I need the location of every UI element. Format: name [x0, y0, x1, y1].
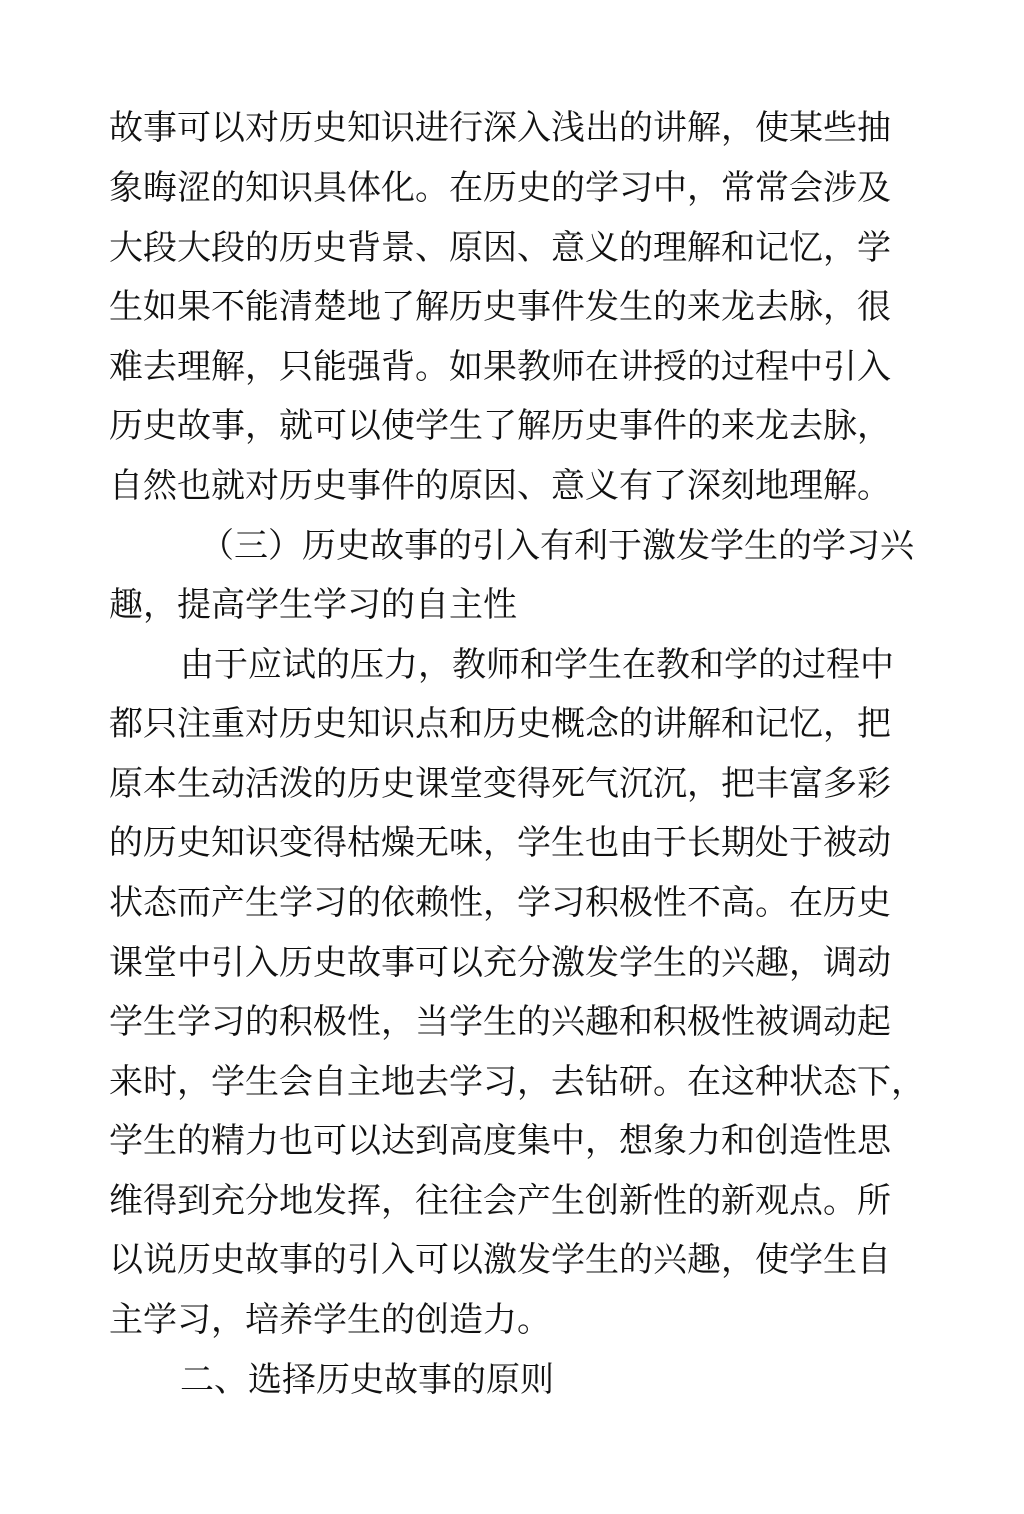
paragraph-line: 维得到充分地发挥，往往会产生创新性的新观点。所 — [109, 1181, 891, 1221]
paragraph-line: 都只注重对历史知识点和历史概念的讲解和记忆，把 — [109, 704, 891, 744]
paragraph-line: 主学习，培养学生的创造力。 — [109, 1300, 551, 1340]
section-heading-line: 趣，提高学生学习的自主性 — [109, 585, 517, 625]
paragraph-line: 生如果不能清楚地了解历史事件发生的来龙去脉，很 — [109, 287, 891, 327]
paragraph-line: 课堂中引入历史故事可以充分激发学生的兴趣，调动 — [109, 943, 891, 983]
paragraph-line: 的历史知识变得枯燥无味，学生也由于长期处于被动 — [109, 823, 891, 863]
section-heading-line: （三）历史故事的引入有利于激发学生的学习兴 — [200, 526, 914, 566]
paragraph-line: 历史故事，就可以使学生了解历史事件的来龙去脉， — [109, 406, 891, 446]
paragraph-line: 由于应试的压力，教师和学生在教和学的过程中 — [180, 645, 894, 685]
paragraph-line: 故事可以对历史知识进行深入浅出的讲解，使某些抽 — [109, 108, 891, 148]
section-heading: 二、选择历史故事的原则 — [180, 1360, 554, 1400]
paragraph-line: 大段大段的历史背景、原因、意义的理解和记忆，学 — [109, 228, 891, 268]
paragraph-line: 象晦涩的知识具体化。在历史的学习中，常常会涉及 — [109, 168, 891, 208]
paragraph-line: 原本生动活泼的历史课堂变得死气沉沉，把丰富多彩 — [109, 764, 891, 804]
paragraph-line: 自然也就对历史事件的原因、意义有了深刻地理解。 — [109, 466, 891, 506]
paragraph-line: 来时，学生会自主地去学习，去钻研。在这种状态下， — [109, 1062, 925, 1102]
paragraph-line: 以说历史故事的引入可以激发学生的兴趣，使学生自 — [109, 1240, 891, 1280]
paragraph-line: 状态而产生学习的依赖性，学习积极性不高。在历史 — [109, 883, 891, 923]
paragraph-line: 学生的精力也可以达到高度集中，想象力和创造性思 — [109, 1121, 891, 1161]
paragraph-line: 难去理解，只能强背。如果教师在讲授的过程中引入 — [109, 347, 891, 387]
paragraph-line: 学生学习的积极性，当学生的兴趣和积极性被调动起 — [109, 1002, 891, 1042]
